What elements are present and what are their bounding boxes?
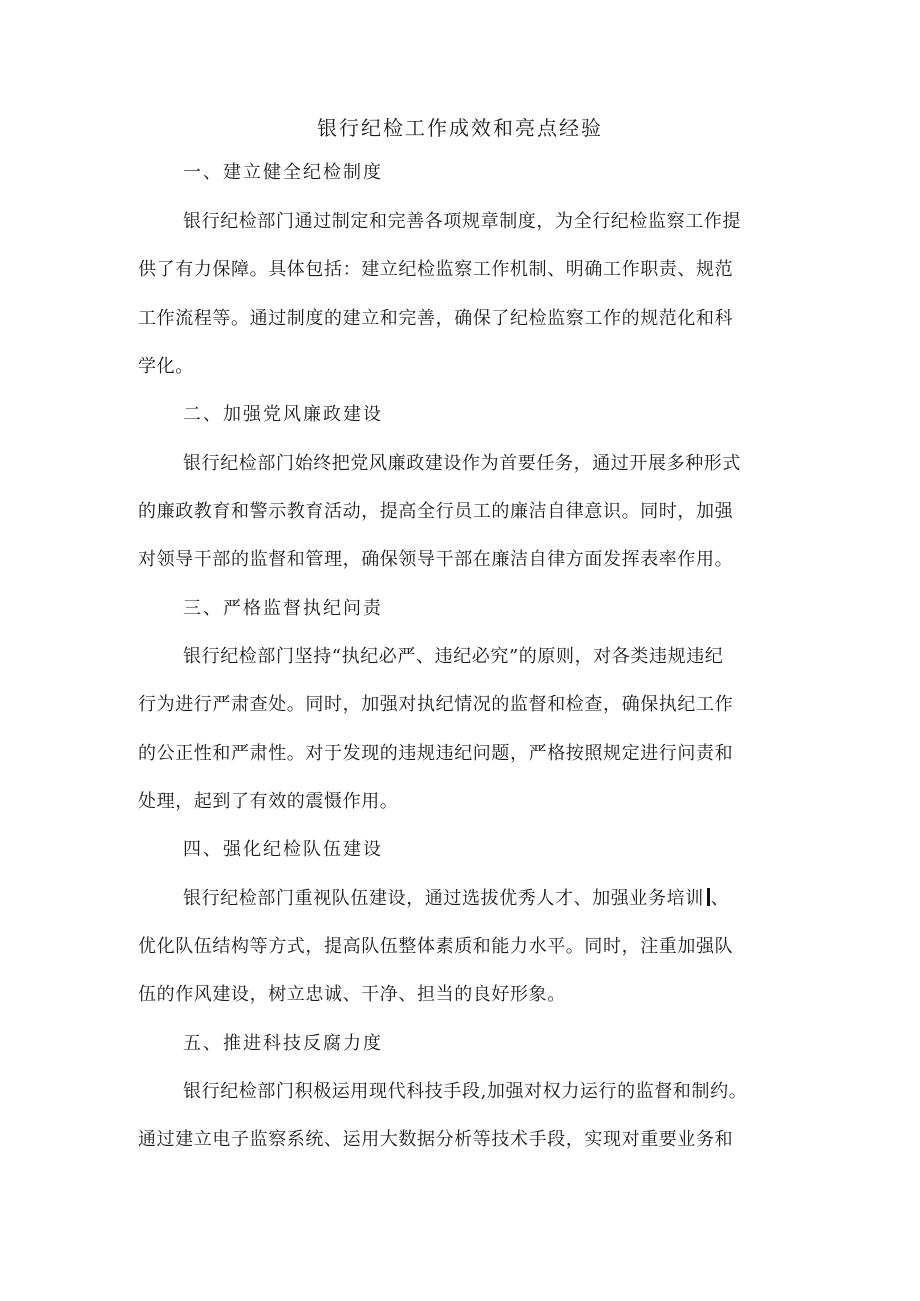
text-cursor-mark [707,888,710,906]
paragraph-line: 处理，起到了有效的震慑作用。 [138,791,399,812]
paragraph-line-text: 银行纪检部门重视队伍建设，通过选拔优秀人才、加强业务培训 [183,888,704,909]
paragraph-line: 的公正性和严肃性。对于发现的违规违纪问题，严格按照规定进行问责和 [138,743,734,764]
paragraph-line: 银行纪检部门积极运用现代科技手段,加强对权力运行的监督和制约。 [183,1081,748,1102]
section-heading-1: 一、建立健全纪检制度 [183,162,383,183]
paragraph-line-punctuation: 、 [710,888,730,909]
paragraph-line: 银行纪检部门坚持“执纪必严、违纪必究”的原则，对各类违规违纪 [183,646,724,667]
paragraph-line: 行为进行严肃查处。同时，加强对执纪情况的监督和检查，确保执纪工作 [138,694,734,715]
section-heading-3: 三、严格监督执纪问责 [183,598,383,619]
paragraph-line: 学化。 [138,356,194,377]
section-heading-5: 五、推进科技反腐力度 [183,1033,383,1054]
document-title: 银行纪检工作成效和亮点经验 [317,116,603,140]
paragraph-line: 工作流程等。通过制度的建立和完善，确保了纪检监察工作的规范化和科 [138,308,734,329]
paragraph-line: 的廉政教育和警示教育活动，提高全行员工的廉洁自律意识。同时，加强 [138,501,734,522]
paragraph-line: 通过建立电子监察系统、运用大数据分析等技术手段，实现对重要业务和 [138,1129,734,1150]
section-heading-4: 四、强化纪检队伍建设 [183,839,383,860]
paragraph-line [183,884,729,914]
paragraph-line: 供了有力保障。具体包括：建立纪检监察工作机制、明确工作职责、规范 [138,259,734,280]
paragraph-line: 优化队伍结构等方式，提高队伍整体素质和能力水平。同时，注重加强队 [138,936,734,957]
paragraph-line: 对领导干部的监督和管理，确保领导干部在廉洁自律方面发挥表率作用。 [138,549,734,570]
paragraph-line: 银行纪检部门始终把党风廉政建设作为首要任务，通过开展多种形式 [183,453,741,474]
section-heading-2: 二、加强党风廉政建设 [183,404,383,425]
paragraph-line: 伍的作风建设，树立忠诚、干净、担当的良好形象。 [138,984,566,1005]
paragraph-line: 银行纪检部门通过制定和完善各项规章制度，为全行纪检监察工作提 [183,211,741,232]
